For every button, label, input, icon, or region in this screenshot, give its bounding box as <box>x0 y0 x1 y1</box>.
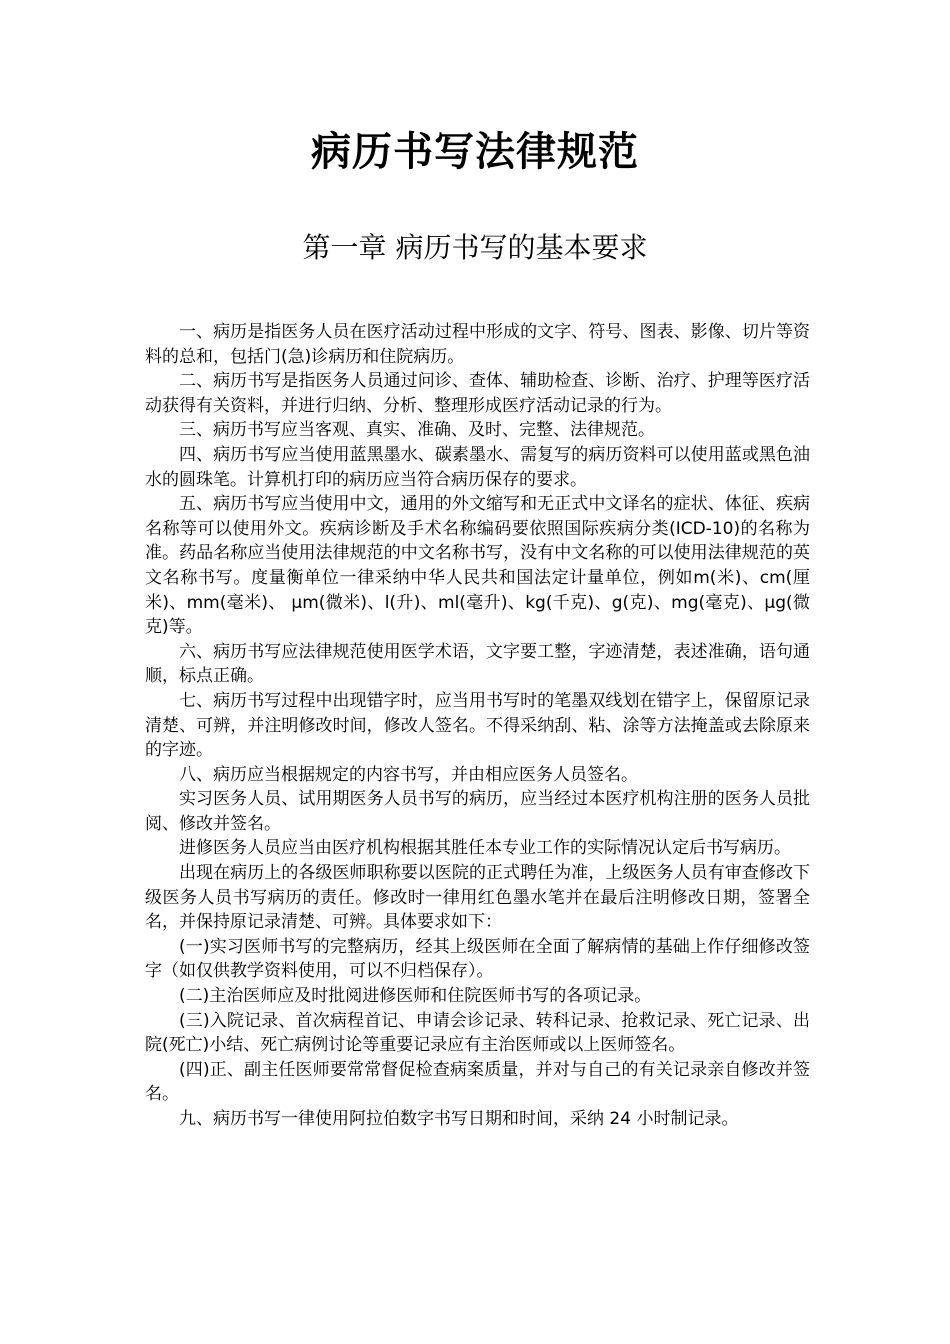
paragraph-7: 七、病历书写过程中出现错字时，应当用书写时的笔墨双线划在错字上，保留原记录清楚、可辨，并注明修改时间，修改人签名。不得采纳刮、粘、涂等方法掩盖或去除原来的字迹。 <box>145 690 810 761</box>
paragraph-8-item-4: (四)正、副主任医师要常常督促检查病案质量，并对与自己的有关记录亲自修改并签名。 <box>145 1059 810 1105</box>
paragraph-8-item-3: (三)入院记录、首次病程首记、申请会诊记录、转科记录、抢救记录、死亡记录、出院(死亡)小结、死亡病例讨论等重要记录应有主治医师或以上医师签名。 <box>145 1010 810 1056</box>
document-body <box>145 320 810 1132</box>
paragraph-2: 二、病历书写是指医务人员通过问诊、查体、辅助检查、诊断、治疗、护理等医疗活动获得有关资料，并进行归纳、分析、整理形成医疗活动记录的行为。 <box>145 371 810 416</box>
paragraph-6: 六、病历书写应法律规范使用医学术语，文字要工整，字迹清楚，表述准确，语句通顺，标点正确。 <box>145 641 810 687</box>
paragraph-8-item-2: (二)主治医师应及时批阅进修医师和住院医师书写的各项记录。 <box>179 986 652 1007</box>
paragraph-8-trainee: 进修医务人员应当由医疗机构根据其胜任本专业工作的实际情况认定后书写病历。 <box>179 838 791 859</box>
document-title: 病历书写法律规范 <box>311 128 639 175</box>
chapter-title: 第一章 病历书写的基本要求 <box>302 231 648 264</box>
paragraph-8-intern: 实习医务人员、试用期医务人员书写的病历，应当经过本医疗机构注册的医务人员批阅、修改并签名。 <box>145 789 810 834</box>
paragraph-5: 五、病历书写应当使用中文，通用的外文缩写和无正式中文译名的症状、体征、疾病名称等可以使用外文。疾病诊断及手术名称编码要依照国际疾病分类(ICD-10)的名称为准。药品名称应当使用法律规范的中文名称书写，没有中文名称的可以使用法律规范的英文名称书写。度量衡单位一律采纳中华人民共和国法定计量单位，例如m(米)、cm(厘米)、mm(毫米)、 μm(微米)、l(升)、ml(毫升)、kg(千克)、g(克)、mg(毫克)、μg(微克)等。 <box>145 494 810 638</box>
paragraph-8-titles: 出现在病历上的各级医师职称要以医院的正式聘任为准，上级医务人员有审查修改下级医务人员书写病历的责任。修改时一律用红色墨水笔并在最后注明修改日期，签署全名，并保持原记录清楚、可辨。具体要求如下： <box>145 863 810 933</box>
paragraph-8: 八、病历应当根据规定的内容书写，并由相应医务人员签名。 <box>179 764 638 785</box>
paragraph-3: 三、病历书写应当客观、真实、准确、及时、完整、法律规范。 <box>179 420 655 441</box>
paragraph-1: 一、病历是指医务人员在医疗活动过程中形成的文字、符号、图表、影像、切片等资料的总和，包括门(急)诊病历和住院病历。 <box>145 322 810 367</box>
paragraph-4: 四、病历书写应当使用蓝黑墨水、碳素墨水、需复写的病历资料可以使用蓝或黑色油水的圆珠笔。计算机打印的病历应当符合病历保存的要求。 <box>145 444 810 490</box>
paragraph-9: 九、病历书写一律使用阿拉伯数字书写日期和时间，采纳 24 小时制记录。 <box>179 1109 739 1129</box>
paragraph-8-item-1: (一)实习医师书写的完整病历，经其上级医师在全面了解病情的基础上作仔细修改签字（如仅供教学资料使用，可以不归档保存）。 <box>145 936 810 982</box>
